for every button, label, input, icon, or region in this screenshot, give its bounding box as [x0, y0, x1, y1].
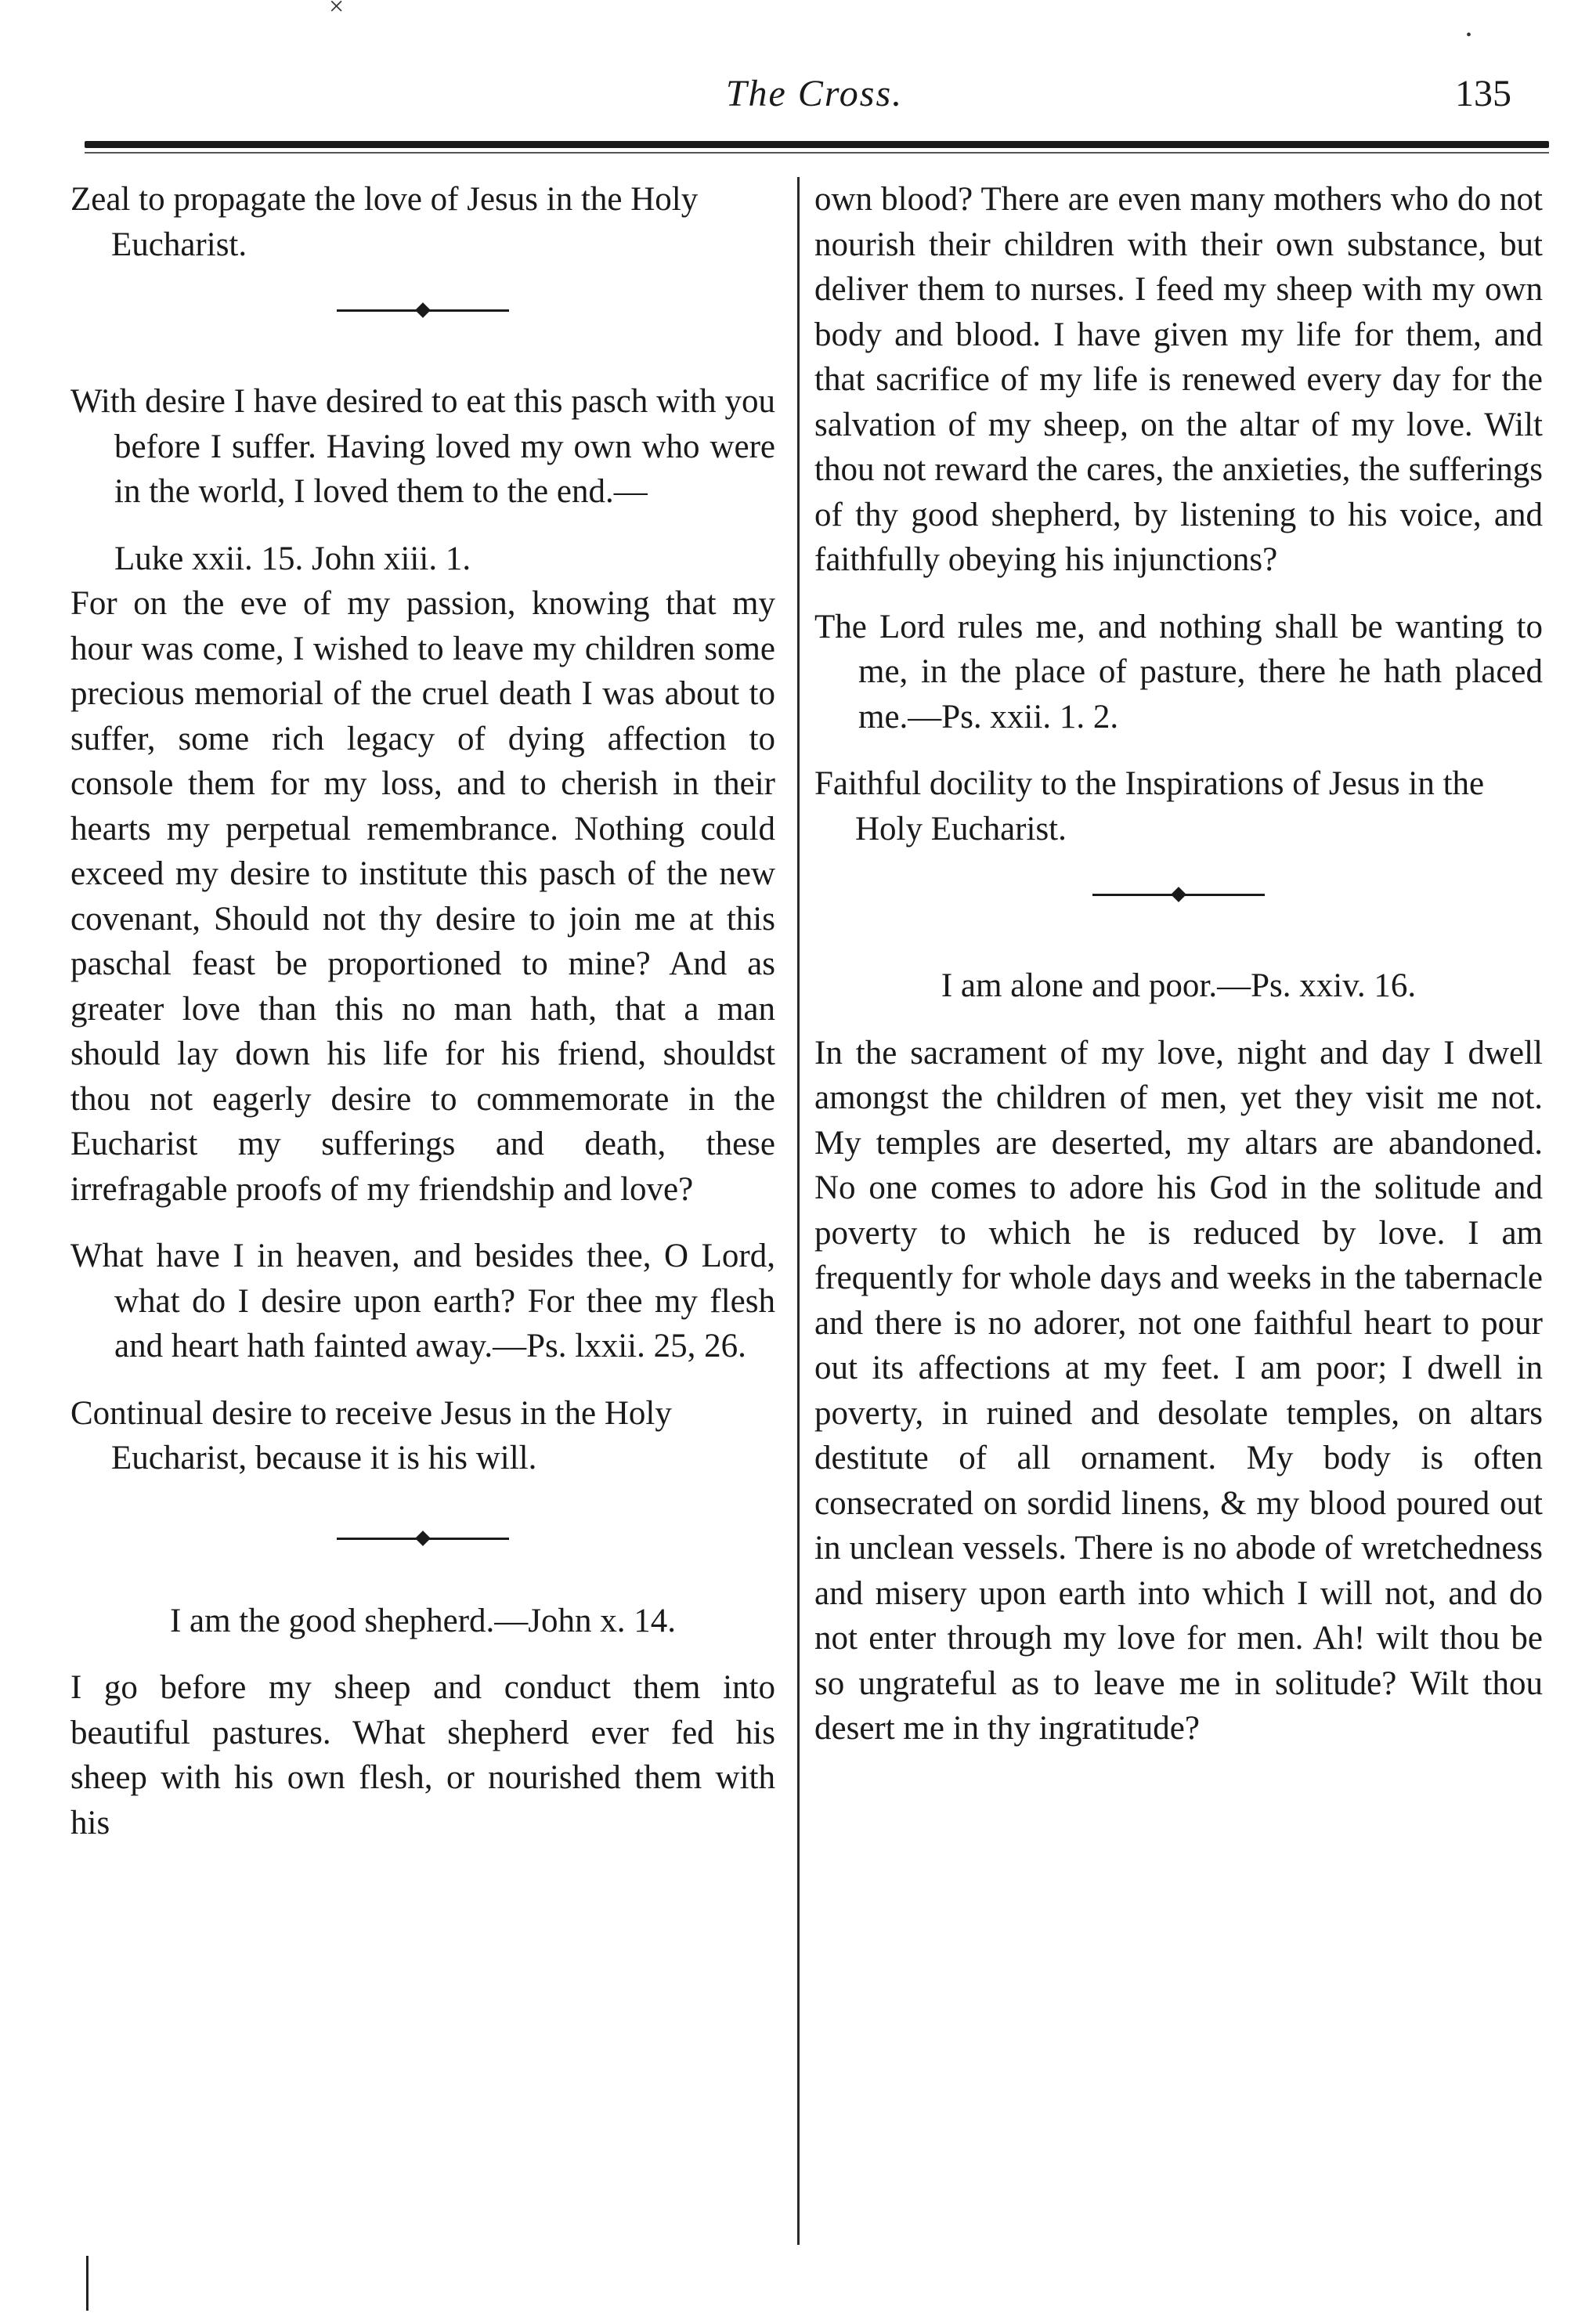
ornament-separator: [70, 267, 775, 357]
scripture-quote-alone: I am alone and poor.—Ps. xxiv. 16.: [941, 967, 1417, 1004]
right-column: [814, 177, 1543, 1751]
scripture-reference-luke: Luke xxii. 15. John xiii. 1.: [114, 540, 471, 577]
margin-mark: [86, 2256, 88, 2311]
ornament-separator: [814, 851, 1543, 941]
body-paragraph-blood: own blood? There are even many mothers who do not nourish their children with their own substance, but deliver them to nurses. I feed my sheep with my own body and blood. I have given my life for them, and that sacrifice of my life is renewed every day for the salvation of my sheep, on the altar of my love. Wilt thou not reward the cares, the anxieties, the sufferings of thy good shepherd, by listening to his voice, and faithfully obeying his injunctions?: [814, 181, 1543, 578]
section-heading-zeal: Zeal to propagate the love of Jesus in the Holy Eucharist.: [70, 181, 699, 263]
stray-mark-right: •: [1466, 27, 1472, 44]
left-column: [70, 177, 775, 1845]
body-paragraph-passion: For on the eve of my passion, knowing that my hour was come, I wished to leave my children some precious memorial of the cruel death I was about to suffer, some rich legacy of dying affection to console them for my loss, and to cherish in their hearts my perpetual remembrance. Nothing could exceed my desire to institute this pasch of the new covenant, Should not thy desire to join me at this paschal feast be proportioned to mine? And as greater love than this no man hath, that a man should lay down his life for his friend, shouldst thou not eagerly desire to commemorate in the Eucharist my sufferings and death, these irrefragable proofs of my friendship and love?: [70, 585, 775, 1208]
section-heading-docility: Faithful docility to the Inspirations of Jesus in the Holy Eucharist.: [814, 765, 1485, 847]
scripture-quote-lord-rules: The Lord rules me, and nothing shall be wanting to me, in the place of pasture, there he hath placed me.—Ps. xxii. 1. 2.: [814, 608, 1543, 735]
stray-mark-top: ×: [329, 0, 345, 21]
running-title: The Cross.: [725, 73, 904, 114]
column-divider: [797, 177, 800, 2245]
body-paragraph-shepherd: I go before my sheep and conduct them into beautiful pastures. What shepherd ever fed his sheep with his own flesh, or nourished them with his: [70, 1669, 775, 1841]
header-rule-thin: [85, 152, 1549, 154]
page-number: 135: [1455, 73, 1511, 114]
header-rule: [85, 141, 1549, 148]
ornament-separator: [70, 1481, 775, 1599]
running-header: [78, 72, 1551, 127]
scripture-quote-heaven: What have I in heaven, and besides thee, O Lord, what do I desire upon earth? For thee my flesh and heart hath fainted away.—Ps. lxxii. 25, 26.: [70, 1238, 775, 1364]
scripture-quote-desire: With desire I have desired to eat this pasch with you before I suffer. Having loved my own who were in the world, I loved them to the end.—: [70, 383, 775, 510]
scripture-quote-shepherd: I am the good shepherd.—John x. 14.: [169, 1602, 677, 1639]
section-heading-desire: Continual desire to receive Jesus in the Holy Eucharist, because it is his will.: [70, 1394, 672, 1476]
body-paragraph-sacrament: In the sacrament of my love, night and day I dwell amongst the children of men, yet they visit me not. My temples are deserted, my altars are abandoned. No one comes to adore his God in the solitude and poverty to which he is reduced by love. I am frequently for whole days and weeks in the tabernacle and there is no adorer, not one faithful heart to pour out its affections at my feet. I am poor; I dwell in poverty, in ruined and desolate temples, on altars destitute of all ornament. My body is often consecrated on sordid linens, & my blood poured out in unclean vessels. There is no abode of wretchedness and misery upon earth into which I will not, and do not enter through my love for men. Ah! wilt thou be so ungrateful as to leave me in solitude? Wilt thou desert me in thy ingratitude?: [814, 1034, 1543, 1747]
